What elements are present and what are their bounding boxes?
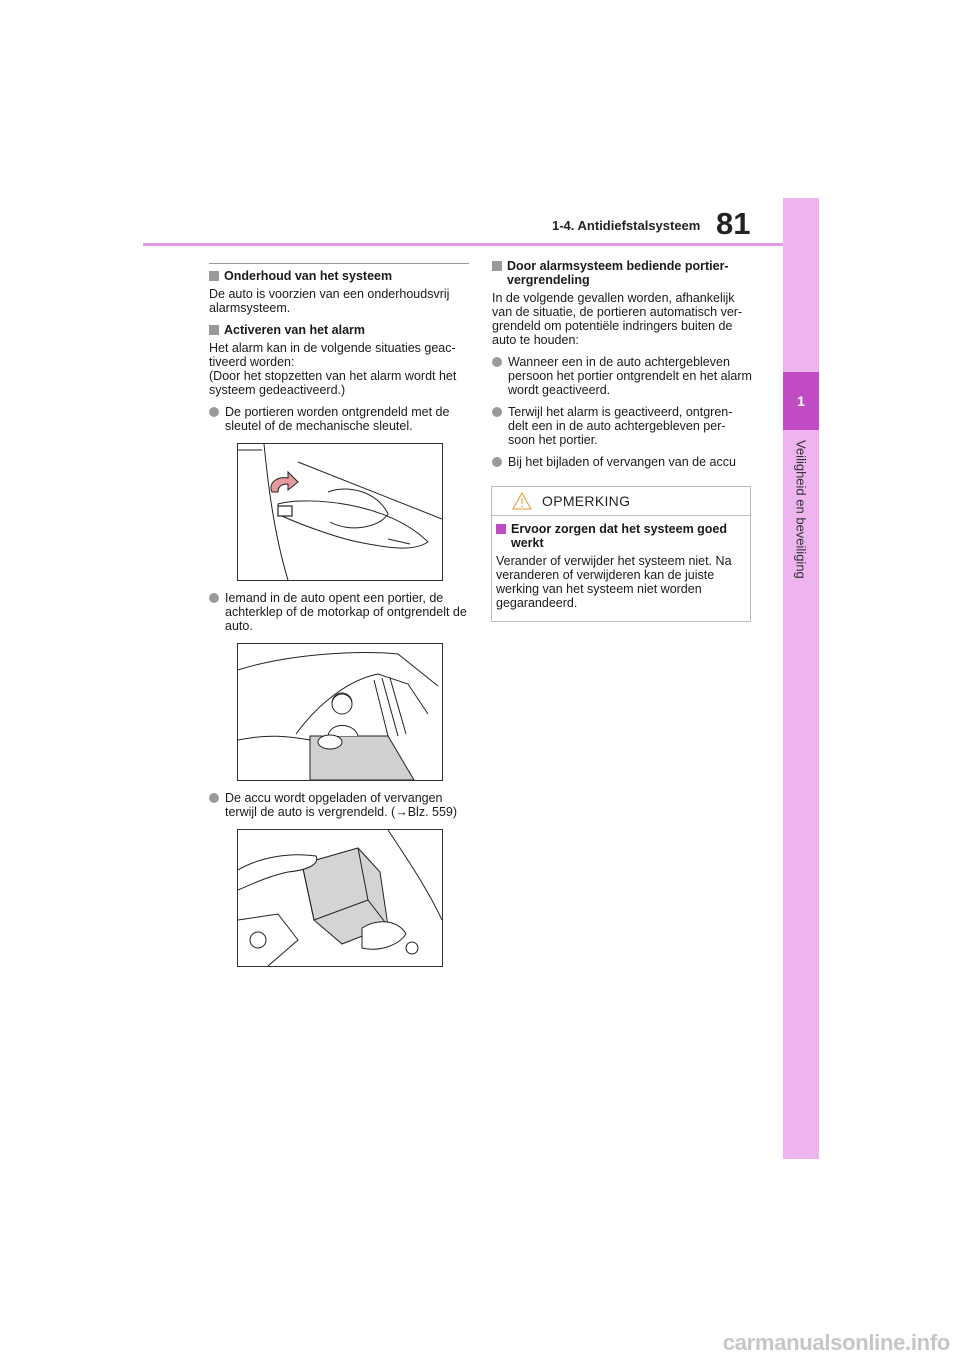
side-tab-strip xyxy=(783,198,819,1159)
column-divider xyxy=(209,263,469,264)
section-heading-text: Activeren van het alarm xyxy=(224,323,366,337)
left-column xyxy=(209,262,471,977)
header-rule xyxy=(143,243,783,246)
notice-box xyxy=(491,486,751,622)
paragraph: Het alarm kan in de volgende situaties geac-tiveerd worden: (Door het stopzetten van het alarm wordt het systeem gedeactiveerd.) xyxy=(209,341,457,397)
list-item-text: Iemand in de auto opent een portier, de achterklep of de motorkap of ontgrendelt de auto. xyxy=(225,591,467,633)
list-item-text: Wanneer een in de auto achtergebleven persoon het portier ontgrendelt en het alarm wordt geactiveerd. xyxy=(508,355,752,397)
section-heading xyxy=(209,269,471,283)
battery-illustration xyxy=(237,829,443,967)
section-heading xyxy=(209,323,471,337)
paragraph: De auto is voorzien van een onderhoudsvrij alarmsysteem. xyxy=(209,287,450,315)
square-bullet-icon xyxy=(492,261,502,271)
square-bullet-icon xyxy=(209,271,219,281)
person-in-car-illustration xyxy=(237,643,443,781)
chapter-title: Veiligheid en beveiliging xyxy=(793,440,809,579)
round-bullet-icon xyxy=(209,793,219,803)
chapter-number-tab[interactable]: 1 xyxy=(783,372,819,430)
notice-label: OPMERKING xyxy=(542,493,631,509)
notice-header xyxy=(492,487,750,516)
list-item xyxy=(209,405,471,433)
notice-heading-text: Ervoor zorgen dat het systeem goed werkt xyxy=(511,522,728,550)
page-number: 81 xyxy=(716,206,751,241)
right-column xyxy=(492,259,752,477)
paragraph: In de volgende gevallen worden, afhankelijk van de situatie, de portieren automatisch ver-grendeld om potentiële indringers buiten de auto te houden: xyxy=(492,291,743,347)
section-heading-text: Door alarmsysteem bediende portier-vergrendeling xyxy=(507,259,729,287)
engine-bay-drawing xyxy=(238,830,442,966)
round-bullet-icon xyxy=(492,457,502,467)
notice-heading xyxy=(496,522,746,550)
watermark: carmanualsonline.info xyxy=(722,1330,950,1355)
list-item-text: De portieren worden ontgrendeld met de sleutel of de mechanische sleutel. xyxy=(225,405,450,433)
notice-text: Verander of verwijder het systeem niet. Na veranderen of verwijderen kan de juiste werking van het systeem niet worden gegarandeerd. xyxy=(496,554,732,610)
round-bullet-icon xyxy=(492,357,502,367)
round-bullet-icon xyxy=(209,593,219,603)
notice-body xyxy=(492,516,750,610)
list-item xyxy=(492,455,752,469)
list-item-text: Terwijl het alarm is geactiveerd, ontgren-delt een in de auto achtergebleven per-soon het portier. xyxy=(508,405,733,447)
car-interior-drawing xyxy=(238,644,442,780)
list-item xyxy=(209,591,471,633)
round-bullet-icon xyxy=(209,407,219,417)
square-bullet-icon xyxy=(496,524,506,534)
warning-triangle-icon xyxy=(512,492,532,510)
list-item xyxy=(492,355,752,397)
section-heading xyxy=(492,259,752,287)
square-bullet-icon xyxy=(209,325,219,335)
list-item-text: De accu wordt opgeladen of vervangen terwijl de auto is vergrendeld. (→Blz. 559) xyxy=(225,791,458,819)
round-bullet-icon xyxy=(492,407,502,417)
door-handle-illustration xyxy=(237,443,443,581)
list-item xyxy=(209,791,471,819)
section-title: 1-4. Antidiefstalsysteem xyxy=(552,218,701,233)
section-heading-text: Onderhoud van het systeem xyxy=(224,269,393,283)
list-item-text: Bij het bijladen of vervangen van de accu xyxy=(508,455,736,469)
door-handle-drawing xyxy=(238,444,442,580)
list-item xyxy=(492,405,752,447)
